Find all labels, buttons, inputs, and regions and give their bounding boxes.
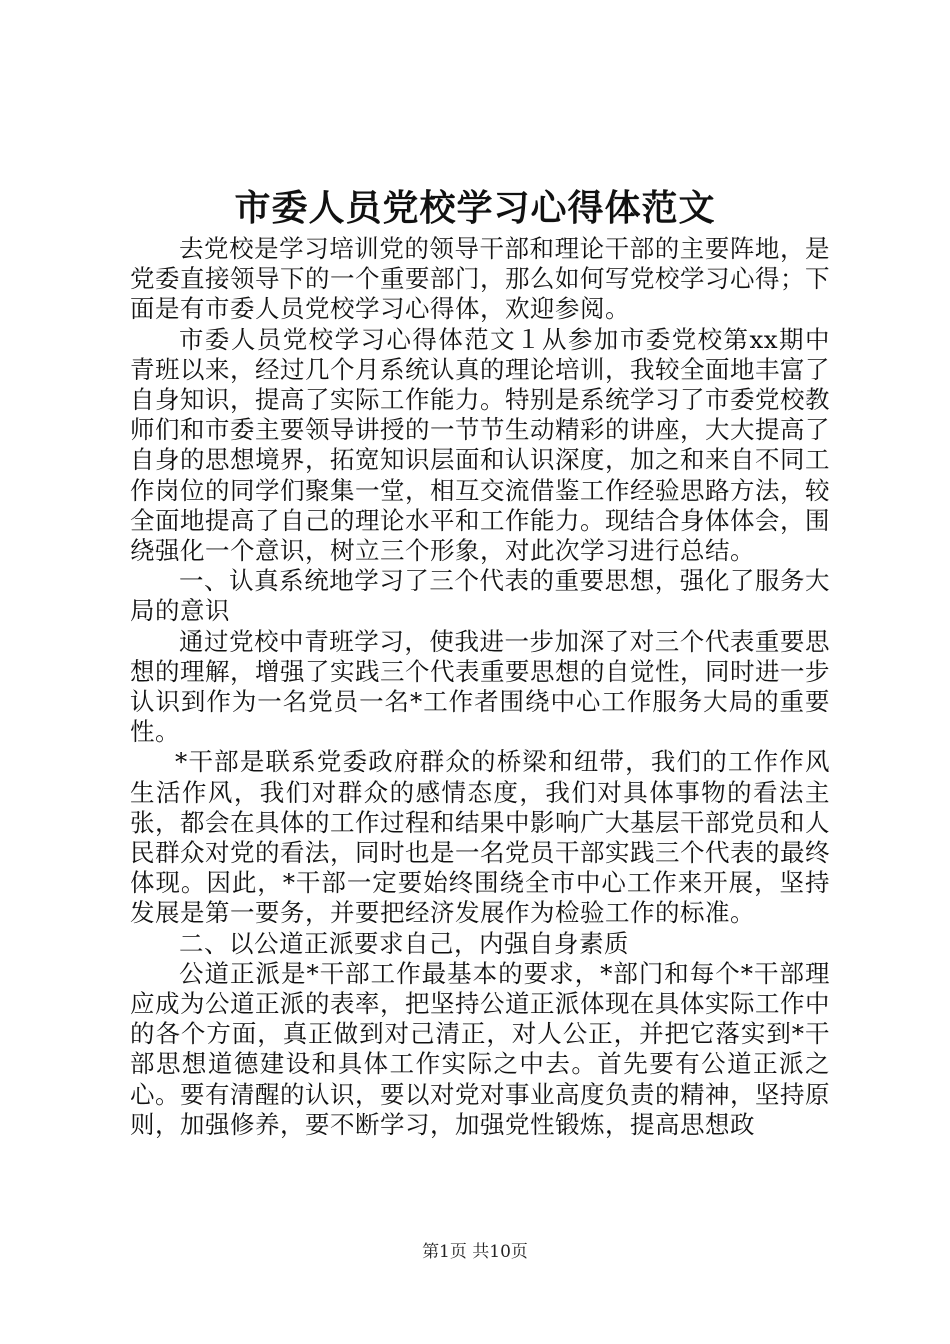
document-title: 市委人员党校学习心得体范文 <box>234 187 716 229</box>
paragraph-section-1-b: *干部是联系党委政府群众的桥梁和纽带，我们的工作作风生活作风，我们对群众的感情态度，我们对具体事物的看法主张，都会在具体的工作过程和结果中影响广大基层干部党员和人民群众对党的看法，同时也是一名党员干部实践三个代表的最终体现。因此，*干部一定要始终围绕全市中心工作来开展，坚持发展是第一要务，并要把经济发展作为检验工作的标准。 <box>130 747 830 928</box>
paragraph-intro: 去党校是学习培训党的领导干部和理论干部的主要阵地，是党委直接领导下的一个重要部门，那么如何写党校学习心得；下面是有市委人员党校学习心得体，欢迎参阅。 <box>130 234 830 324</box>
paragraph-section-1-a: 通过党校中青班学习，使我进一步加深了对三个代表重要思想的理解，增强了实践三个代表重要思想的自觉性，同时进一步认识到作为一名党员一名*工作者围绕中心工作服务大局的重要性。 <box>130 626 830 747</box>
paragraph-essay-1: 市委人员党校学习心得体范文１从参加市委党校第xx期中青班以来，经过几个月系统认真的理论培训，我较全面地丰富了自身知识，提高了实际工作能力。特别是系统学习了市委党校教师们和市委主要领导讲授的一节节生动精彩的讲座，大大提高了自身的思想境界，拓宽知识层面和认识深度，加之和来自不同工作岗位的同学们聚集一堂，相互交流借鉴工作经验思路方法，较全面地提高了自己的理论水平和工作能力。现结合身体体会，围绕强化一个意识，树立三个形象，对此次学习进行总结。 <box>130 324 830 566</box>
paragraph-section-2-a: 公道正派是*干部工作最基本的要求，*部门和每个*干部理应成为公道正派的表率，把坚持公道正派体现在具体实际工作中的各个方面，真正做到对己清正，对人公正，并把它落实到*干部思想道德建设和具体工作实际之中去。首先要有公道正派之心。要有清醒的认识，要以对党对事业高度负责的精神，坚持原则，加强修养，要不断学习，加强党性锻炼，提高思想政 <box>130 958 830 1139</box>
page-number-footer: 第1页 共10页 <box>422 1242 528 1262</box>
document-body <box>130 234 830 1140</box>
section-heading-1: 一、认真系统地学习了三个代表的重要思想，强化了服务大局的意识 <box>130 566 830 626</box>
section-heading-2: 二、以公道正派要求自己，内强自身素质 <box>179 928 629 958</box>
